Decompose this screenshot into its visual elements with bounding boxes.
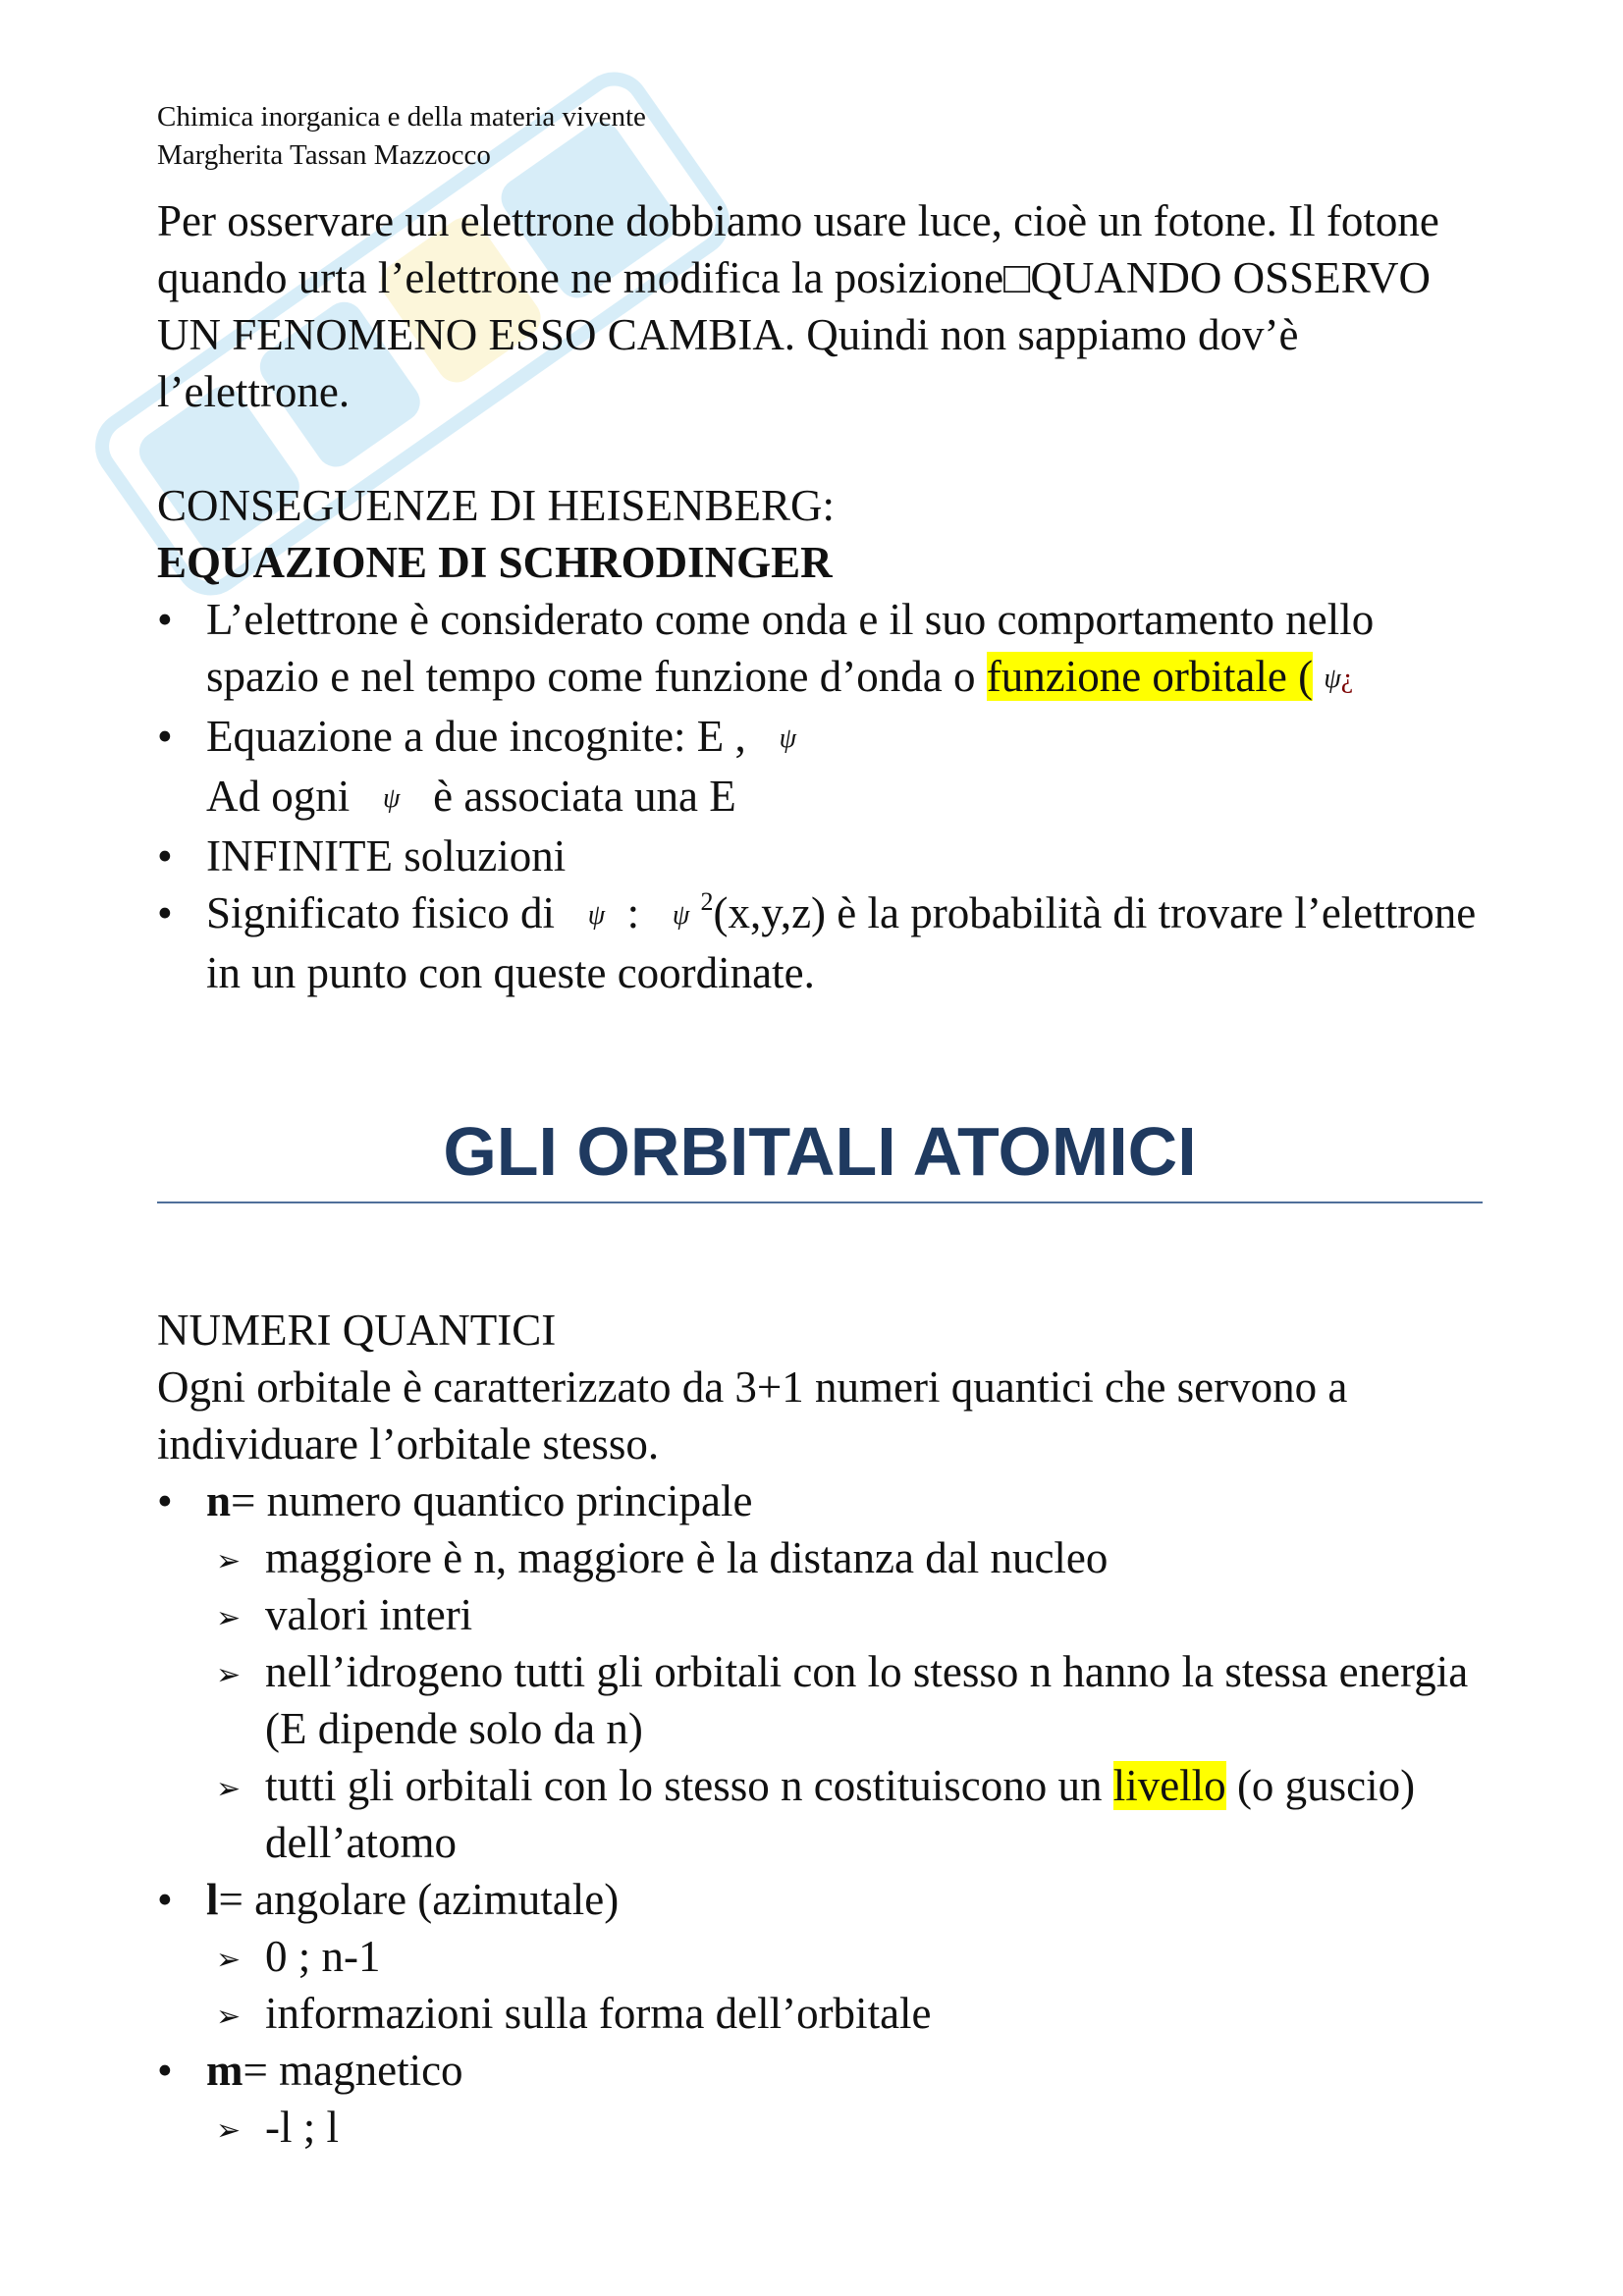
course-title: Chimica inorganica e della materia vivente bbox=[157, 101, 646, 133]
heading-divider bbox=[157, 1201, 1483, 1203]
list-item: • INFINITE soluzioni bbox=[157, 828, 1483, 884]
sub-list bbox=[206, 1529, 1483, 1871]
psi-symbol: ψ bbox=[1324, 664, 1341, 694]
psi-symbol: ψ bbox=[779, 723, 796, 754]
sub-list-item: ➢ informazioni sulla forma dell’orbitale bbox=[206, 1985, 1483, 2042]
section-heading: GLI ORBITALI ATOMICI bbox=[443, 1113, 1197, 1190]
quantum-title: NUMERI QUANTICI bbox=[157, 1306, 557, 1355]
schrodinger-list bbox=[157, 591, 1483, 1001]
author-name: Margherita Tassan Mazzocco bbox=[157, 139, 491, 171]
list-item: • Significato fisico di ψ : ψ $^2$(x,y,z) è la probabilità di trovare l’elettrone in un punto con queste coordinate. bbox=[157, 884, 1483, 1001]
page-header bbox=[157, 98, 646, 175]
sub-list-item: ➢ nell’idrogeno tutti gli orbitali con lo stesso n hanno la stessa energia (E dipende solo da n) bbox=[206, 1643, 1483, 1757]
sub-list bbox=[206, 1928, 1483, 2042]
sub-list bbox=[206, 2099, 1483, 2156]
list-item: • L’elettrone è considerato come onda e il suo comportamento nello spazio e nel tempo come funzione d’onda o funzione orbitale ( ψ¿ bbox=[157, 591, 1483, 708]
quantum-section bbox=[157, 1302, 1483, 2156]
intro-section bbox=[157, 192, 1483, 1001]
quantum-intro: Ogni orbitale è caratterizzato da 3+1 numeri quantici che servono a individuare l’orbitale stesso. bbox=[157, 1362, 1348, 1468]
sub-list-item: ➢ 0 ; n-1 bbox=[206, 1928, 1483, 1985]
list-item: • n= numero quantico principale ➢ maggiore è n, maggiore è la distanza dal nucleo ➢ valori interi ➢ nell’idrogeno tutti gli orbitali con lo stesso n hanno la stessa energia (E dipende solo da n) ➢ tutti gli orbitali con lo stesso n costituiscono un livello (o guscio) dell’atomo bbox=[157, 1472, 1483, 1871]
quantum-list bbox=[157, 1472, 1483, 2156]
schrodinger-title: EQUAZIONE DI SCHRODINGER bbox=[157, 538, 833, 587]
highlight-funzione-orbitale: funzione orbitale ( bbox=[986, 652, 1314, 701]
list-item: • l= angolare (azimutale) ➢ 0 ; n-1 ➢ informazioni sulla forma dell’orbitale bbox=[157, 1871, 1483, 2042]
sub-list-item: ➢ tutti gli orbitali con lo stesso n costituiscono un livello (o guscio) dell’atomo bbox=[206, 1757, 1483, 1871]
intro-paragraph: Per osservare un elettrone dobbiamo usare luce, cioè un fotone. Il fotone quando urta l’elettrone ne modifica la posizione□QUANDO OSSERVO UN FENOMENO ESSO CAMBIA. Quindi non sappiamo dov’è l’elettrone. bbox=[157, 196, 1439, 416]
sub-list-item: ➢ -l ; l bbox=[206, 2099, 1483, 2156]
heisenberg-title: CONSEGUENZE DI HEISENBERG: bbox=[157, 481, 835, 530]
psi-symbol: ψ bbox=[672, 900, 690, 931]
inverted-question-mark: ¿ bbox=[1340, 664, 1354, 694]
sub-list-item: ➢ valori interi bbox=[206, 1586, 1483, 1643]
psi-symbol: ψ bbox=[383, 783, 401, 814]
sub-list-item: ➢ maggiore è n, maggiore è la distanza dal nucleo bbox=[206, 1529, 1483, 1586]
highlight-livello: livello bbox=[1112, 1761, 1226, 1810]
list-item: • m= magnetico ➢ -l ; l bbox=[157, 2042, 1483, 2156]
list-item: • Equazione a due incognite: E , ψ Ad ogni ψ è associata una E bbox=[157, 708, 1483, 828]
psi-symbol: ψ bbox=[587, 900, 606, 931]
